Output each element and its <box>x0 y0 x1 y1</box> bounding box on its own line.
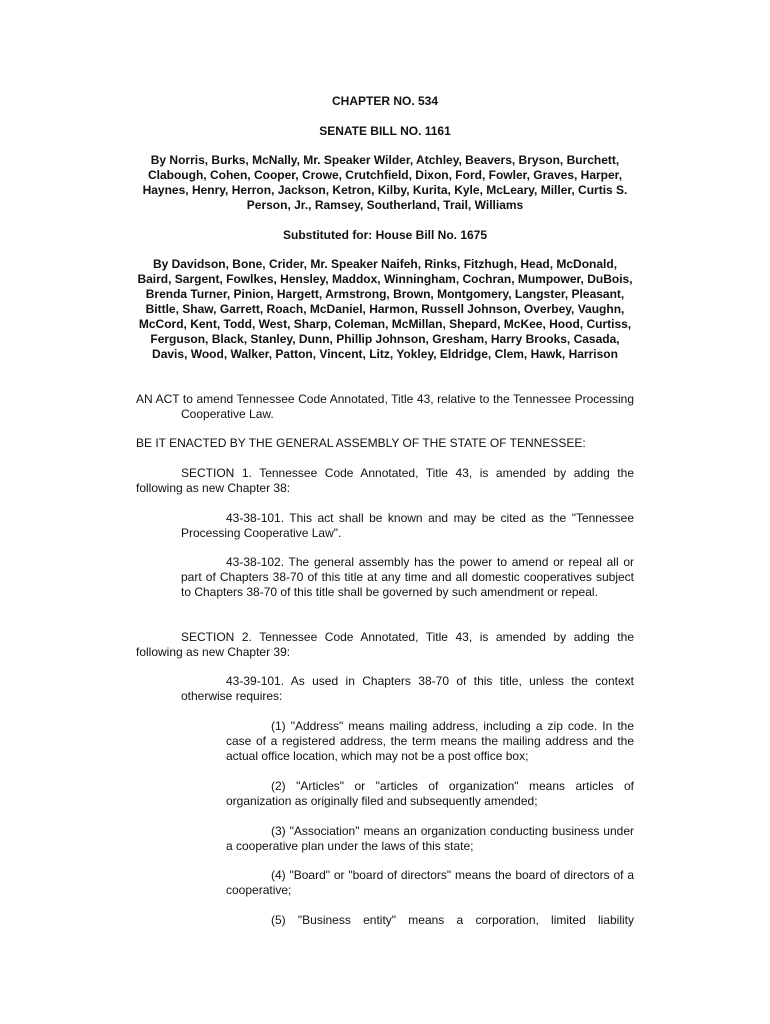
section-43-38-102: 43-38-102. The general assembly has the power to amend or repeal all or part of Chapters 38-70 of this title at any time and all domestic cooperatives subject to Chapters 38-70 of this title shall be governed by such amendment or repeal. <box>181 555 634 599</box>
senate-bill-number: SENATE BILL NO. 1161 <box>319 124 451 138</box>
definition-association: (3) "Association" means an organization conducting business under a cooperative plan under the laws of this state; <box>226 824 634 853</box>
section-43-38-101: 43-38-101. This act shall be known and may be cited as the "Tennessee Processing Cooperative Law". <box>181 511 634 540</box>
definition-address: (1) "Address" means mailing address, including a zip code. In the case of a registered address, the term means the mailing address and the actual office location, which may not be a post office box; <box>226 719 634 763</box>
definition-board: (4) "Board" or "board of directors" means the board of directors of a cooperative; <box>226 868 634 897</box>
senate-sponsors: By Norris, Burks, McNally, Mr. Speaker Wilder, Atchley, Beavers, Bryson, Burchett, Clabough, Cohen, Cooper, Crowe, Crutchfield, Dixon, Ford, Fowler, Graves, Harper, Haynes, Henry, Herron, Jackson, Ketron, Kilby, Kurita, Kyle, McLeary, Miller, Curtis S. Person, Jr., Ramsey, Southerland, Trail, Williams <box>142 153 628 212</box>
act-title: AN ACT to amend Tennessee Code Annotated, Title 43, relative to the Tennessee Processing Cooperative Law. <box>136 392 634 421</box>
section-1: SECTION 1. Tennessee Code Annotated, Title 43, is amended by adding the following as new Chapter 38: <box>136 466 634 495</box>
section-2: SECTION 2. Tennessee Code Annotated, Title 43, is amended by adding the following as new Chapter 39: <box>136 630 634 659</box>
definition-business-entity: (5) "Business entity" means a corporation, limited liability <box>271 913 634 927</box>
chapter-number: CHAPTER NO. 534 <box>331 94 439 108</box>
section-43-39-101: 43-39-101. As used in Chapters 38-70 of this title, unless the context otherwise requires: <box>181 674 634 703</box>
definition-articles: (2) "Articles" or "articles of organization" means articles of organization as originally filed and subsequently amended; <box>226 779 634 808</box>
house-sponsors: By Davidson, Bone, Crider, Mr. Speaker Naifeh, Rinks, Fitzhugh, Head, McDonald, Baird, Sargent, Fowlkes, Hensley, Maddox, Winningham, Cochran, Mumpower, DuBois, Brenda Turner, Pinion, Hargett, Armstrong, Brown, Montgomery, Langster, Pleasant, Bittle, Shaw, Garrett, Roach, McDaniel, Harmon, Russell Johnson, Overbey, Vaughn, McCord, Kent, Todd, West, Sharp, Coleman, McMillan, Shepard, McKee, Hood, Curtiss, Ferguson, Black, Stanley, Dunn, Phillip Johnson, Gresham, Harry Brooks, Casada, Davis, Wood, Walker, Patton, Vincent, Litz, Yokley, Eldridge, Clem, Hawk, Harrison <box>137 257 633 361</box>
substituted-for: Substituted for: House Bill No. 1675 <box>282 228 488 242</box>
enacting-clause: BE IT ENACTED BY THE GENERAL ASSEMBLY OF THE STATE OF TENNESSEE: <box>136 436 586 450</box>
